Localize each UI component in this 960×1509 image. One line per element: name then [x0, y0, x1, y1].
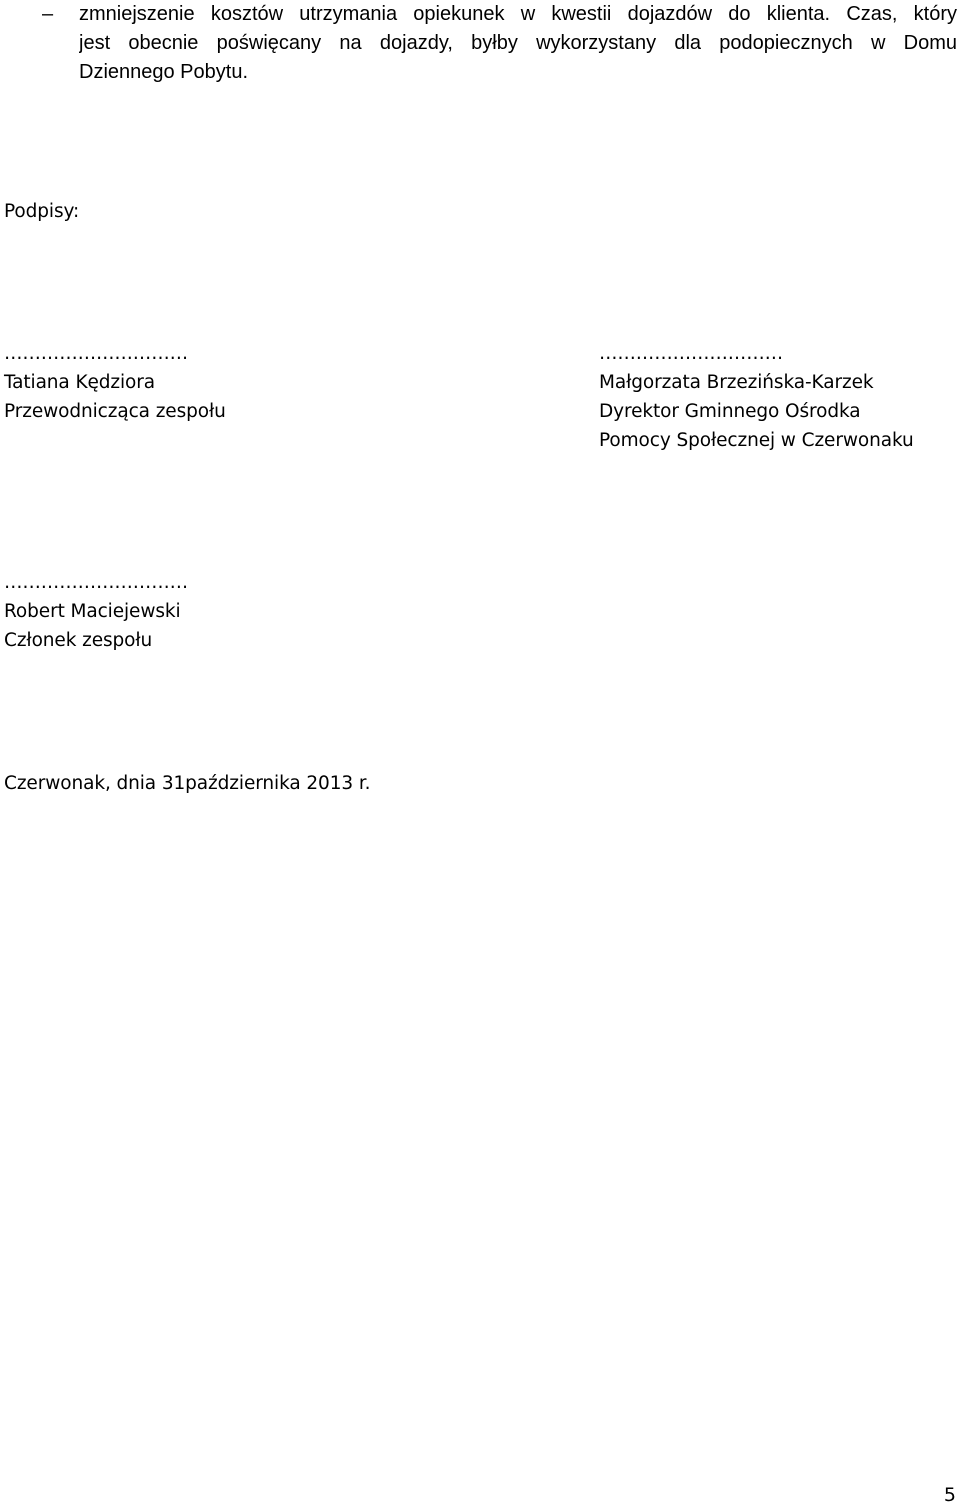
- signatures-heading: Podpisy:: [4, 201, 80, 222]
- signatory-role-2-line-1: Dyrektor Gminnego Ośrodka: [599, 401, 861, 422]
- signature-line-3: …………………………: [4, 572, 189, 593]
- bullet-line-2: jest obecnie poświęcany na dojazdy, byłby wykorzystany dla podopiecznych w Domu: [79, 32, 957, 54]
- signatory-role-3: Członek zespołu: [4, 630, 153, 651]
- signatory-role-1: Przewodnicząca zespołu: [4, 401, 226, 422]
- place-and-date: Czerwonak, dnia 31października 2013 r.: [4, 773, 371, 794]
- signatory-name-3: Robert Maciejewski: [4, 601, 181, 622]
- bullet-line-3: Dziennego Pobytu.: [79, 61, 249, 83]
- signature-line-2: …………………………: [599, 343, 784, 364]
- signatory-name-1: Tatiana Kędziora: [4, 372, 156, 393]
- signatory-name-2: Małgorzata Brzezińska-Karzek: [599, 372, 874, 393]
- bullet-text: [79, 0, 957, 87]
- page-number: 5: [943, 1484, 956, 1506]
- signatory-role-2-line-2: Pomocy Społecznej w Czerwonaku: [599, 430, 914, 451]
- signature-line-1: …………………………: [4, 343, 189, 364]
- bullet-line-1: zmniejszenie kosztów utrzymania opiekunek w kwestii dojazdów do klienta. Czas, który: [79, 3, 957, 25]
- bullet-dash-marker: –: [42, 3, 54, 25]
